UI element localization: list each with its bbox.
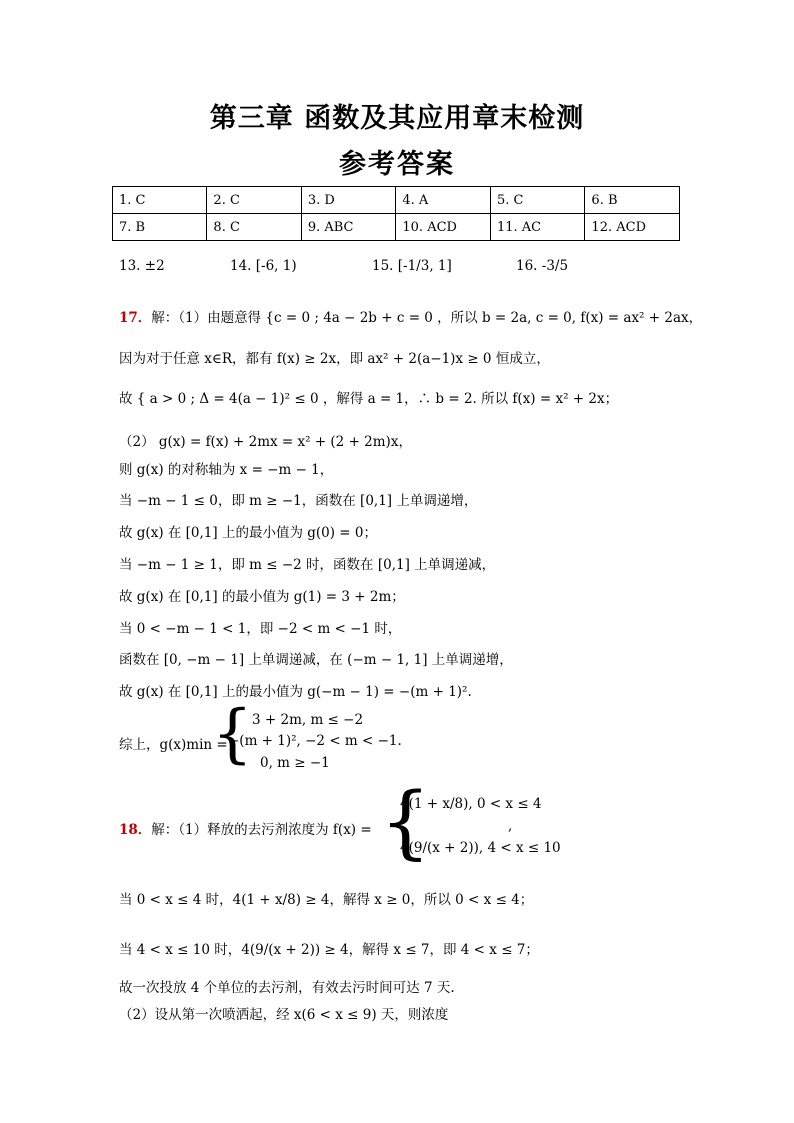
q17-line-10: 当 0 < −m − 1 < 1，即 −2 < m < −1 时， <box>119 621 402 637</box>
q17-line-9: 故 g(x) 在 [0,1] 的最小值为 g(1) = 3 + 2m； <box>119 589 405 605</box>
q17-line-6: 当 −m − 1 ≤ 0，即 m ≥ −1，函数在 [0,1] 上单调递增， <box>119 493 478 509</box>
answer-14: 14. [-6, 1) <box>230 258 297 274</box>
q17-line-7: 故 g(x) 在 [0,1] 上的最小值为 g(0) = 0； <box>119 525 377 541</box>
q18-number: 18． <box>119 822 152 838</box>
summary-case-3: 0, m ≥ −1 <box>260 755 330 771</box>
answer-15: 15. [-1/3, 1] <box>372 258 452 274</box>
table-cell: 2. C <box>207 187 301 214</box>
q18-line-5: （2）设从第一次喷洒起，经 x(6 < x ≤ 9) 天，则浓度 <box>119 1007 449 1023</box>
table-cell: 4. A <box>396 187 491 214</box>
summary-case-2: −(m + 1)², −2 < m < −1. <box>228 733 402 749</box>
q17-summary-label: 综上，g(x)min = <box>119 737 228 753</box>
table-cell: 10. ACD <box>396 214 491 241</box>
q17-line-5: 则 g(x) 的对称轴为 x = −m − 1， <box>119 462 334 478</box>
answer-table <box>112 186 680 241</box>
q18-line-3: 当 4 < x ≤ 10 时，4(9/(x + 2)) ≥ 4，解得 x ≤ 7，即 4 < x ≤ 7； <box>119 942 539 958</box>
table-row <box>113 214 680 241</box>
piecewise-case-1: 4(1 + x/8), 0 < x ≤ 4 <box>400 796 542 812</box>
table-cell: 3. D <box>301 187 396 214</box>
table-cell: 5. C <box>490 187 584 214</box>
piecewise-case-2: 4(9/(x + 2)), 4 < x ≤ 10 <box>400 840 561 856</box>
q18-text: 解：（1）释放的去污剂浓度为 f(x) = <box>151 822 372 838</box>
answer-16: 16. -3/5 <box>516 258 569 274</box>
table-cell: 6. B <box>585 187 680 214</box>
q17-line-3: 故 { a > 0 ; Δ = 4(a − 1)² ≤ 0 ，解得 a = 1，∴ b = 2. 所以 f(x) = x² + 2x； <box>119 391 619 407</box>
summary-case-1: 3 + 2m, m ≤ −2 <box>252 712 364 728</box>
q17-line-4: （2） g(x) = f(x) + 2mx = x² + (2 + 2m)x， <box>119 434 412 450</box>
q17-text: 解：（1）由题意得 {c = 0 ; 4a − 2b + c = 0 ，所以 b = 2a, c = 0, f(x) = ax² + 2ax， <box>151 310 703 326</box>
q17-line-12: 故 g(x) 在 [0,1] 上的最小值为 g(−m − 1) = −(m + 1)². <box>119 684 472 700</box>
q17-line-2: 因为对于任意 x∈R，都有 f(x) ≥ 2x，即 ax² + 2(a−1)x ≥ 0 恒成立， <box>119 351 550 367</box>
table-cell: 12. ACD <box>585 214 680 241</box>
comma: , <box>508 818 513 834</box>
q17-line-1 <box>119 306 702 326</box>
table-cell: 9. ABC <box>301 214 396 241</box>
q17-line-8: 当 −m − 1 ≥ 1，即 m ≤ −2 时，函数在 [0,1] 上单调递减， <box>119 557 496 573</box>
table-cell: 1. C <box>113 187 207 214</box>
table-row <box>113 187 680 214</box>
q18-line-4: 故一次投放 4 个单位的去污剂，有效去污时间可达 7 天. <box>119 980 455 996</box>
page-subtitle: 参考答案 <box>339 149 455 180</box>
summary-brace: { <box>212 697 253 771</box>
q17-line-11: 函数在 [0, −m − 1] 上单调递减，在 (−m − 1, 1] 上单调递增， <box>119 652 513 668</box>
piecewise-brace: { <box>380 775 431 868</box>
table-cell: 8. C <box>207 214 301 241</box>
answer-13: 13. ±2 <box>119 258 165 274</box>
q17-number: 17． <box>119 310 152 326</box>
page-title: 第三章 函数及其应用章末检测 <box>209 103 585 134</box>
q18-line-1 <box>119 818 372 838</box>
q18-line-2: 当 0 < x ≤ 4 时，4(1 + x/8) ≥ 4，解得 x ≥ 0，所以 0 < x ≤ 4； <box>119 892 534 908</box>
table-cell: 7. B <box>113 214 207 241</box>
table-cell: 11. AC <box>490 214 584 241</box>
